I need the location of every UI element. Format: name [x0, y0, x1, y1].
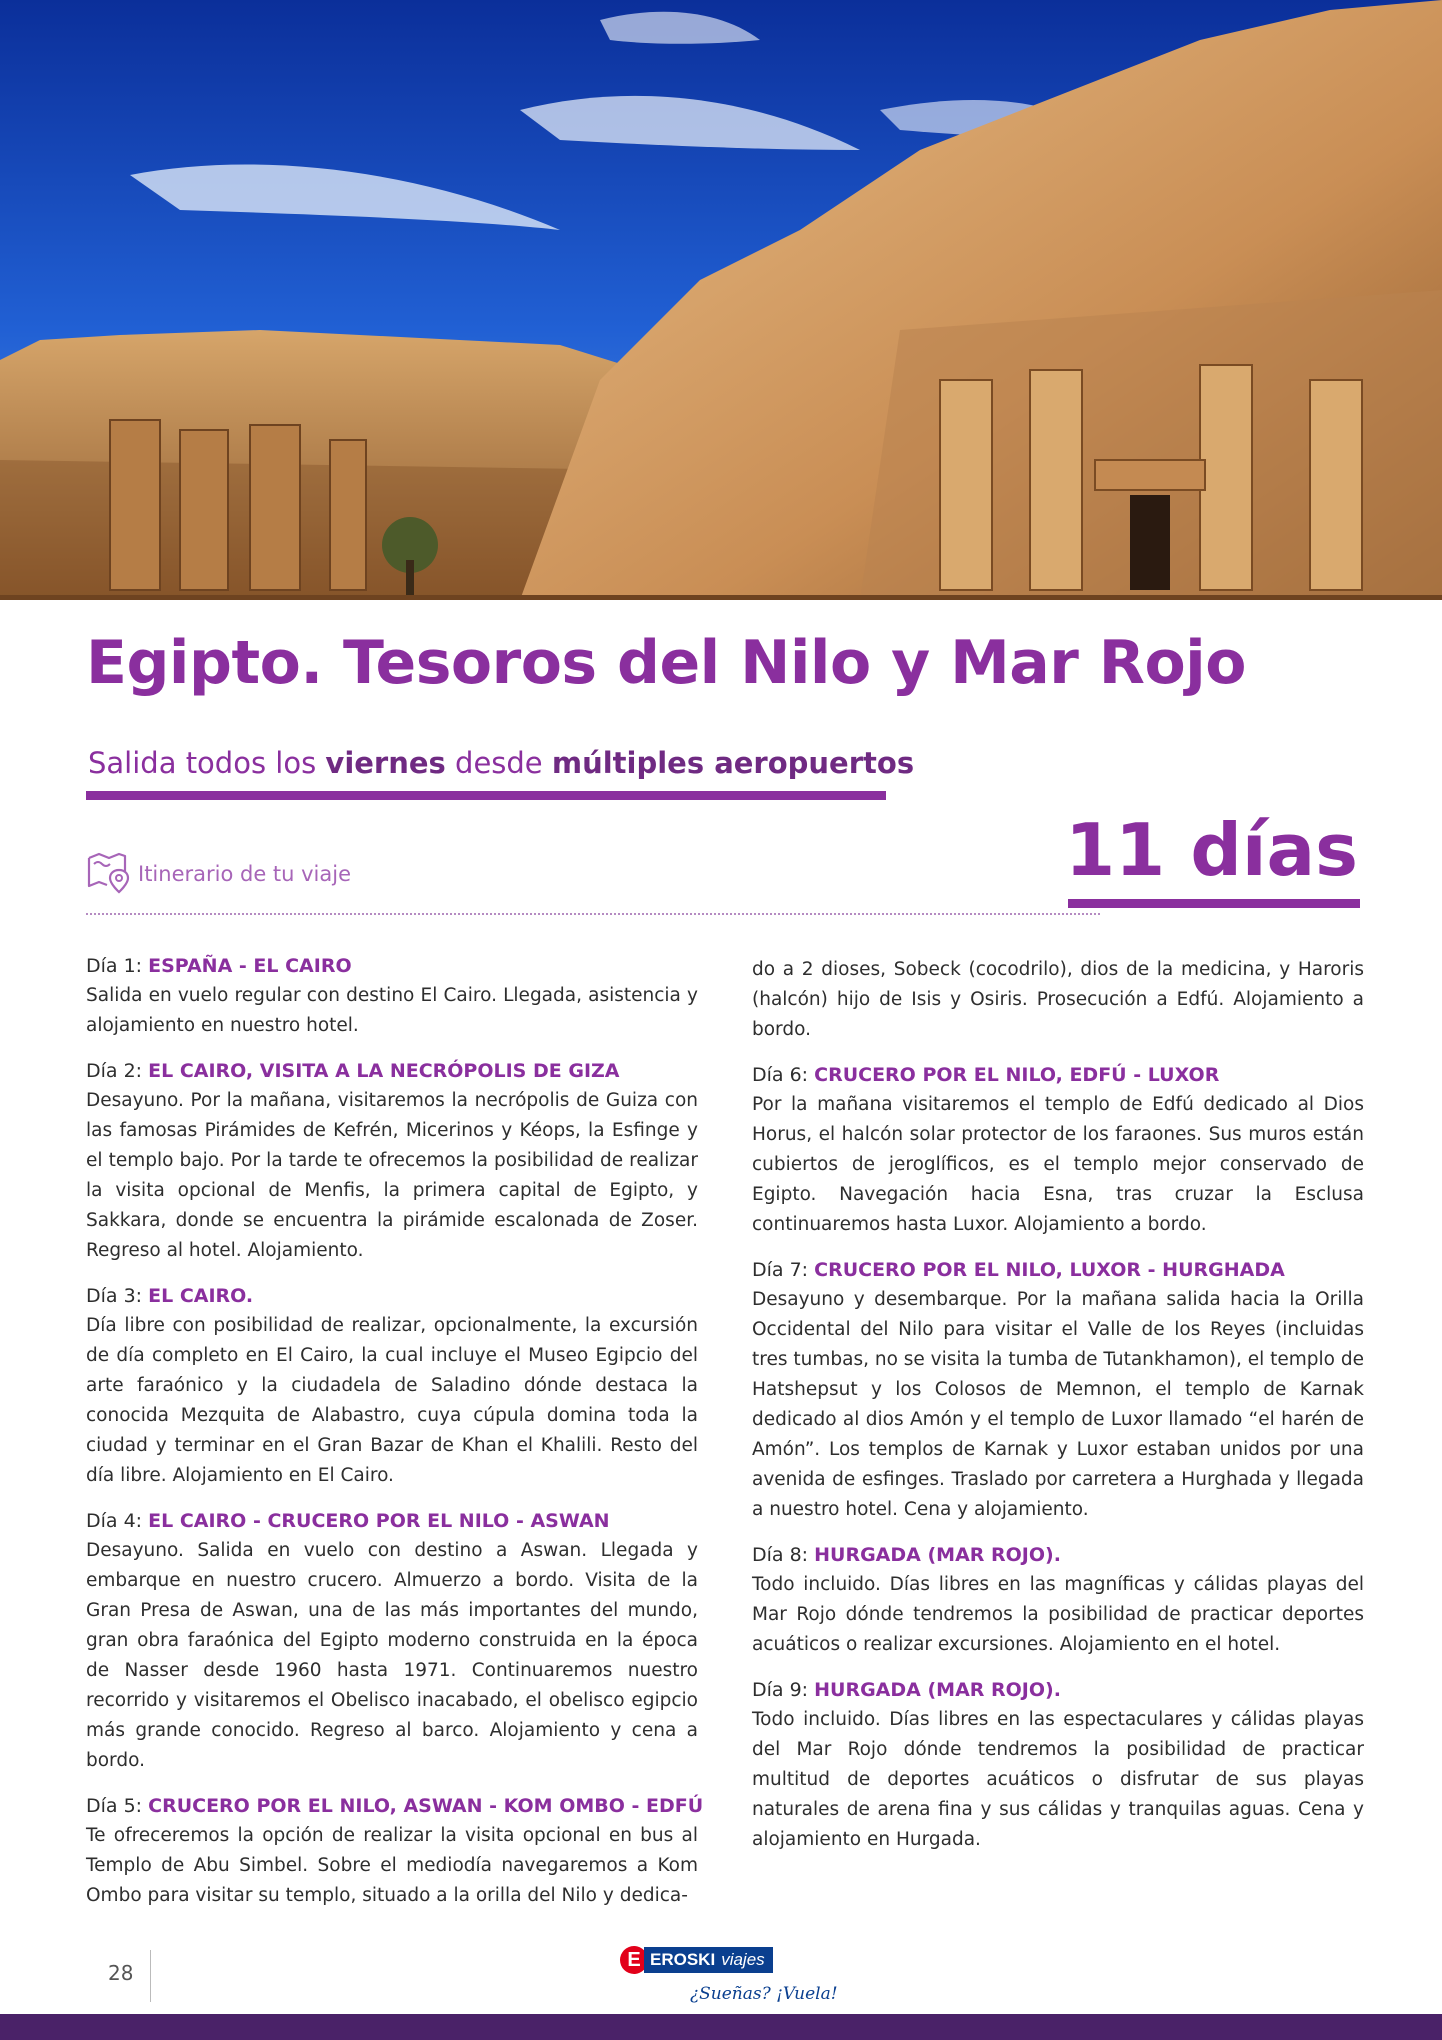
trip-duration: 11 días [1065, 808, 1358, 892]
day-label: Día 6: [752, 1064, 815, 1086]
hero-photo [0, 0, 1442, 600]
map-pin-icon [86, 850, 132, 898]
itinerary-day-4 [86, 1510, 698, 1776]
day-label: Día 1: [86, 955, 149, 977]
itinerary-day-8 [752, 1544, 1364, 1660]
itinerary-day-7 [752, 1259, 1364, 1525]
day-destination: CRUCERO POR EL NILO, LUXOR - HURGHADA [814, 1259, 1285, 1281]
subtitle-underline [86, 791, 886, 800]
day-label: Día 7: [752, 1259, 815, 1281]
day-description: Día libre con posibilidad de realizar, opcionalmente, la excursión de día completo en El Cairo, la cual incluye el Museo Egipcio del arte faraónico y la ciudadela de Saladino dónde destaca la conocida Mezquita de Alabastro, cuya cúpula domina toda la ciudad y terminar en el Gran Bazar de Khan el Khalili. Resto del día libre. Alojamiento en El Cairo. [86, 1315, 698, 1486]
footer-bar [0, 2014, 1442, 2040]
itinerary-day-9 [752, 1679, 1364, 1855]
day-description: Desayuno. Por la mañana, visitaremos la necrópolis de Guiza con las famosas Pirámides de Kefrén, Micerinos y Kéops, la Esfinge y el templo bajo. Por la tarde te ofrecemos la posibilidad de realizar la visita opcional de Menfis, la primera capital de Egipto, y Sakkara, donde se encuentra la pirámide escalonada de Zoser. Regreso al hotel. Alojamiento. [86, 1090, 698, 1261]
brand-name: EROSKI [650, 1950, 716, 1969]
day-destination: CRUCERO POR EL NILO, ASWAN - KOM OMBO - EDFÚ [148, 1795, 704, 1817]
day-label: Día 4: [86, 1510, 149, 1532]
brand-slogan: ¿Sueñas? ¡Vuela! [690, 1984, 838, 2004]
page-number: 28 [108, 1961, 134, 1985]
day-destination: EL CAIRO. [148, 1285, 254, 1307]
itinerary-day-5-continued [752, 955, 1364, 1045]
departure-subtitle: Salida todos los viernes desde múltiples aeropuertos [88, 746, 915, 780]
itinerary-day-1 [86, 955, 698, 1041]
itinerary-day-6 [752, 1064, 1364, 1240]
day-description: Todo incluido. Días libres en las espectaculares y cálidas playas del Mar Rojo dónde tendremos la posibilidad de practicar multitud de deportes acuáticos o disfrutar de sus playas naturales de arena fina y sus cálidas y tranquilas aguas. Cena y alojamiento en Hurgada. [752, 1709, 1364, 1850]
day-label: Día 3: [86, 1285, 149, 1307]
day-description-continued: do a 2 dioses, Sobeck (cocodrilo), dios de la medicina, y Haroris (halcón) hijo de Isis y Osiris. Prosecución a Edfú. Alojamiento a bordo. [752, 959, 1364, 1040]
day-destination: CRUCERO POR EL NILO, EDFÚ - LUXOR [814, 1064, 1220, 1086]
page-title: Egipto. Tesoros del Nilo y Mar Rojo [86, 628, 1246, 698]
day-destination: EL CAIRO, VISITA A LA NECRÓPOLIS DE GIZA [148, 1060, 620, 1082]
day-description: Por la mañana visitaremos el templo de Edfú dedicado al Dios Horus, el halcón solar protector de los faraones. Sus muros están cubiertos de jeroglíficos, es el templo mejor conservado de Egipto. Navegación hacia Esna, tras cruzar la Esclusa continuaremos hasta Luxor. Alojamiento a bordo. [752, 1094, 1364, 1235]
day-description: Salida en vuelo regular con destino El Cairo. Llegada, asistencia y alojamiento en nuestro hotel. [86, 985, 698, 1036]
page-number-divider [150, 1950, 151, 2002]
day-destination: HURGADA (MAR ROJO). [814, 1544, 1061, 1566]
day-description: Todo incluido. Días libres en las magníficas y cálidas playas del Mar Rojo dónde tendremos la posibilidad de practicar deportes acuáticos o realizar excursiones. Alojamiento en el hotel. [752, 1574, 1364, 1655]
duration-underline [1068, 899, 1360, 908]
day-destination: ESPAÑA - EL CAIRO [148, 955, 352, 977]
itinerary-label: Itinerario de tu viaje [138, 862, 352, 886]
day-destination: EL CAIRO - CRUCERO POR EL NILO - ASWAN [148, 1510, 610, 1532]
day-destination: HURGADA (MAR ROJO). [814, 1679, 1061, 1701]
day-label: Día 9: [752, 1679, 815, 1701]
dotted-divider [86, 913, 1100, 915]
itinerary-header [86, 850, 351, 898]
day-label: Día 8: [752, 1544, 815, 1566]
itinerary-day-5 [86, 1795, 704, 1911]
itinerary-day-3 [86, 1285, 698, 1491]
brand-mark: E [620, 1946, 648, 1974]
day-description: Desayuno y desembarque. Por la mañana salida hacia la Orilla Occidental del Nilo para visitar el Valle de los Reyes (incluidas tres tumbas, no se visita la tumba de Tutankhamon), el templo de Hatshepsut y los Colosos de Memnon, el templo de Karnak dedicado al dios Amón y el templo de Luxor llamado “el harén de Amón”. Los templos de Karnak y Luxor estaban unidos por una avenida de esfinges. Traslado por carretera a Hurghada y llegada a nuestro hotel. Cena y alojamiento. [752, 1289, 1364, 1520]
day-description: Desayuno. Salida en vuelo con destino a Aswan. Llegada y embarque en nuestro crucero. Almuerzo a bordo. Visita de la Gran Presa de Aswan, una de las más importantes del mundo, gran obra faraónica del Egipto moderno construida en la época de Nasser desde 1960 hasta 1971. Continuaremos nuestro recorrido y visitaremos el Obelisco inacabado, el obelisco egipcio más grande conocido. Regreso al barco. Alojamiento y cena a bordo. [86, 1540, 698, 1771]
brand-sub: viajes [721, 1950, 765, 1969]
itinerary-column-left [86, 955, 704, 1930]
eroski-viajes-logo [620, 1946, 773, 1974]
itinerary-column-right [752, 955, 1364, 1874]
itinerary-day-2 [86, 1060, 698, 1266]
day-description: Te ofreceremos la opción de realizar la visita opcional en bus al Templo de Abu Simbel. Sobre el mediodía navegaremos a Kom Ombo para visitar su templo, situado a la orilla del Nilo y dedica- [86, 1825, 698, 1906]
day-label: Día 5: [86, 1795, 149, 1817]
day-label: Día 2: [86, 1060, 149, 1082]
